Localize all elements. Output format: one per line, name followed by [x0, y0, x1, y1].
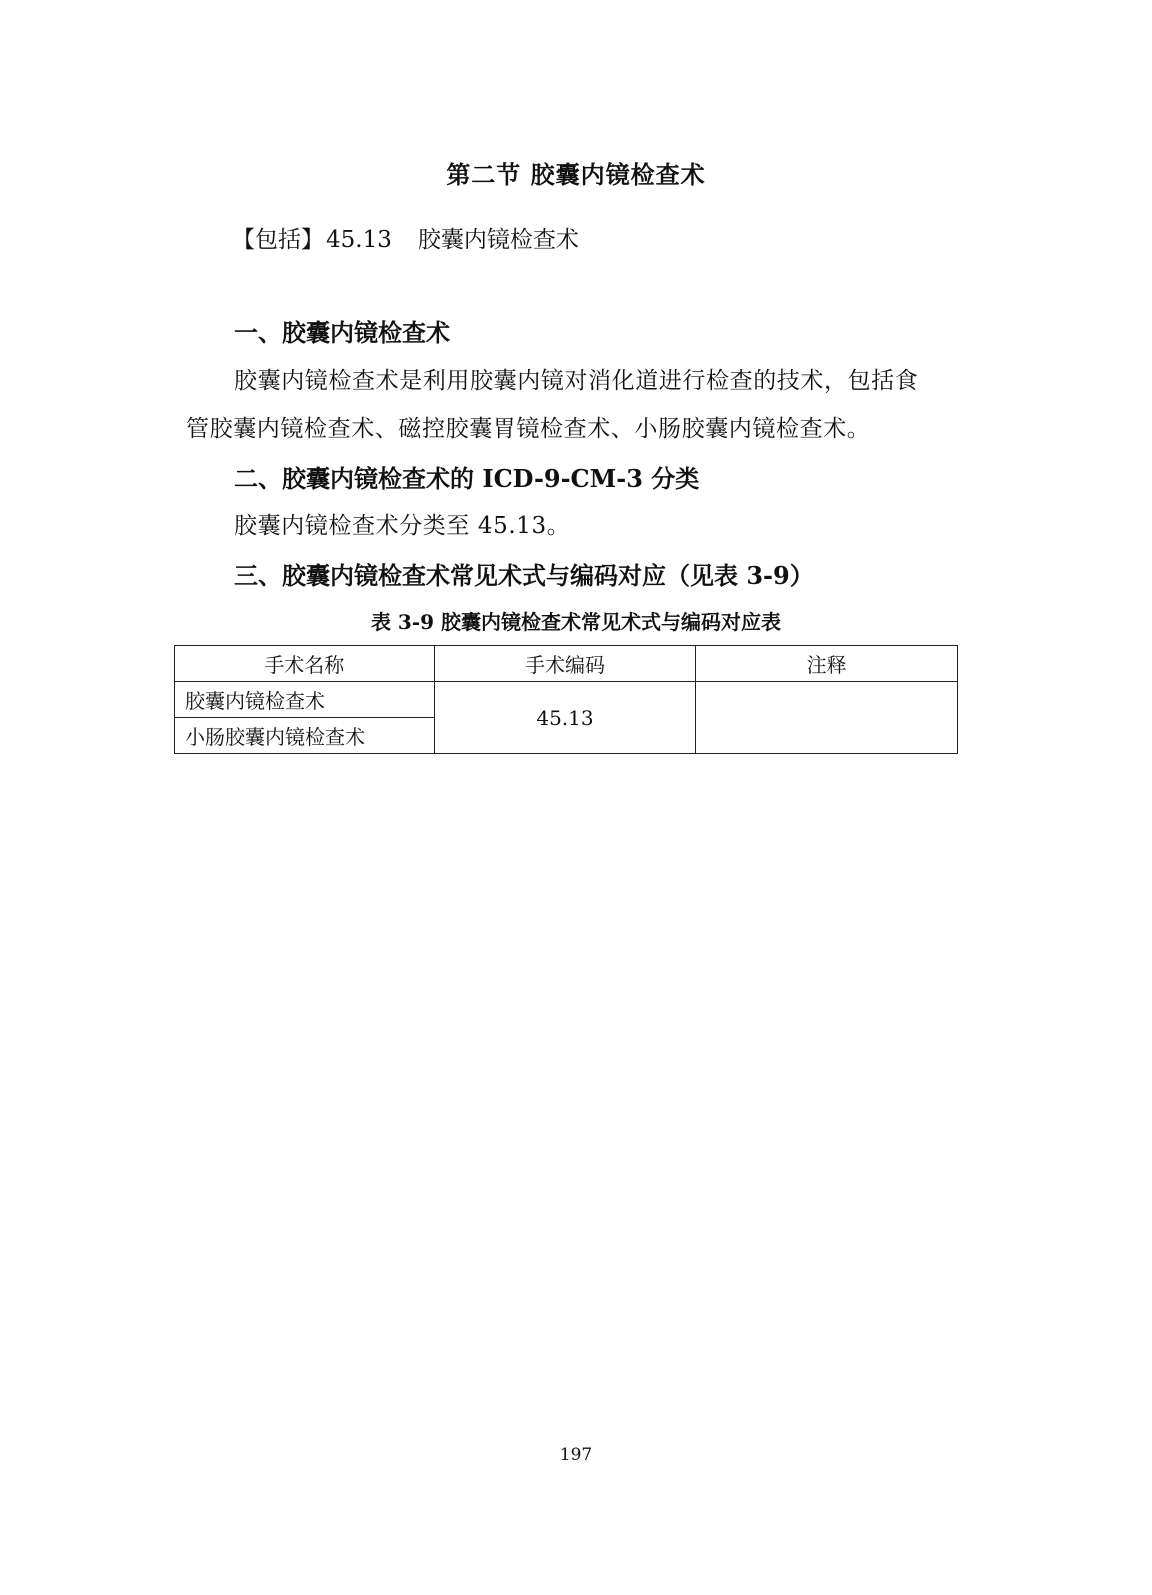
- procedure-name-cell: 胶囊内镜检查术: [175, 682, 435, 718]
- header-notes: 注释: [696, 646, 958, 682]
- header-procedure-name: 手术名称: [175, 646, 435, 682]
- section-title: 第二节 胶囊内镜检查术: [446, 160, 706, 189]
- heading-2: 二、胶囊内镜检查术的 ICD-9-CM-3 分类: [234, 464, 700, 493]
- paragraph-1-line-2: 管胶囊内镜检查术、磁控胶囊胃镜检查术、小肠胶囊内镜检查术。: [186, 416, 871, 442]
- header-procedure-code: 手术编码: [434, 646, 696, 682]
- table-caption: 表 3-9 胶囊内镜检查术常见术式与编码对应表: [370, 610, 782, 634]
- includes-code: 45.13: [326, 227, 392, 253]
- heading-3: 三、胶囊内镜检查术常见术式与编码对应（见表 3-9）: [234, 561, 814, 590]
- paragraph-2: 胶囊内镜检查术分类至 45.13。: [234, 513, 571, 539]
- procedure-code-cell: 45.13: [434, 682, 696, 754]
- paragraph-1-line-1: 胶囊内镜检查术是利用胶囊内镜对消化道进行检查的技术，包括食: [234, 368, 919, 394]
- includes-label: 【包括】: [232, 227, 324, 253]
- table-row: [175, 682, 958, 718]
- table-header-row: [175, 646, 958, 682]
- heading-1: 一、胶囊内镜检查术: [234, 318, 450, 347]
- procedure-code-table: [174, 645, 958, 754]
- procedure-name-cell: 小肠胶囊内镜检查术: [175, 718, 435, 754]
- includes-line: [232, 221, 579, 254]
- page-number: 197: [559, 1445, 593, 1465]
- includes-name: 胶囊内镜检查术: [417, 227, 579, 253]
- notes-cell: [696, 682, 958, 754]
